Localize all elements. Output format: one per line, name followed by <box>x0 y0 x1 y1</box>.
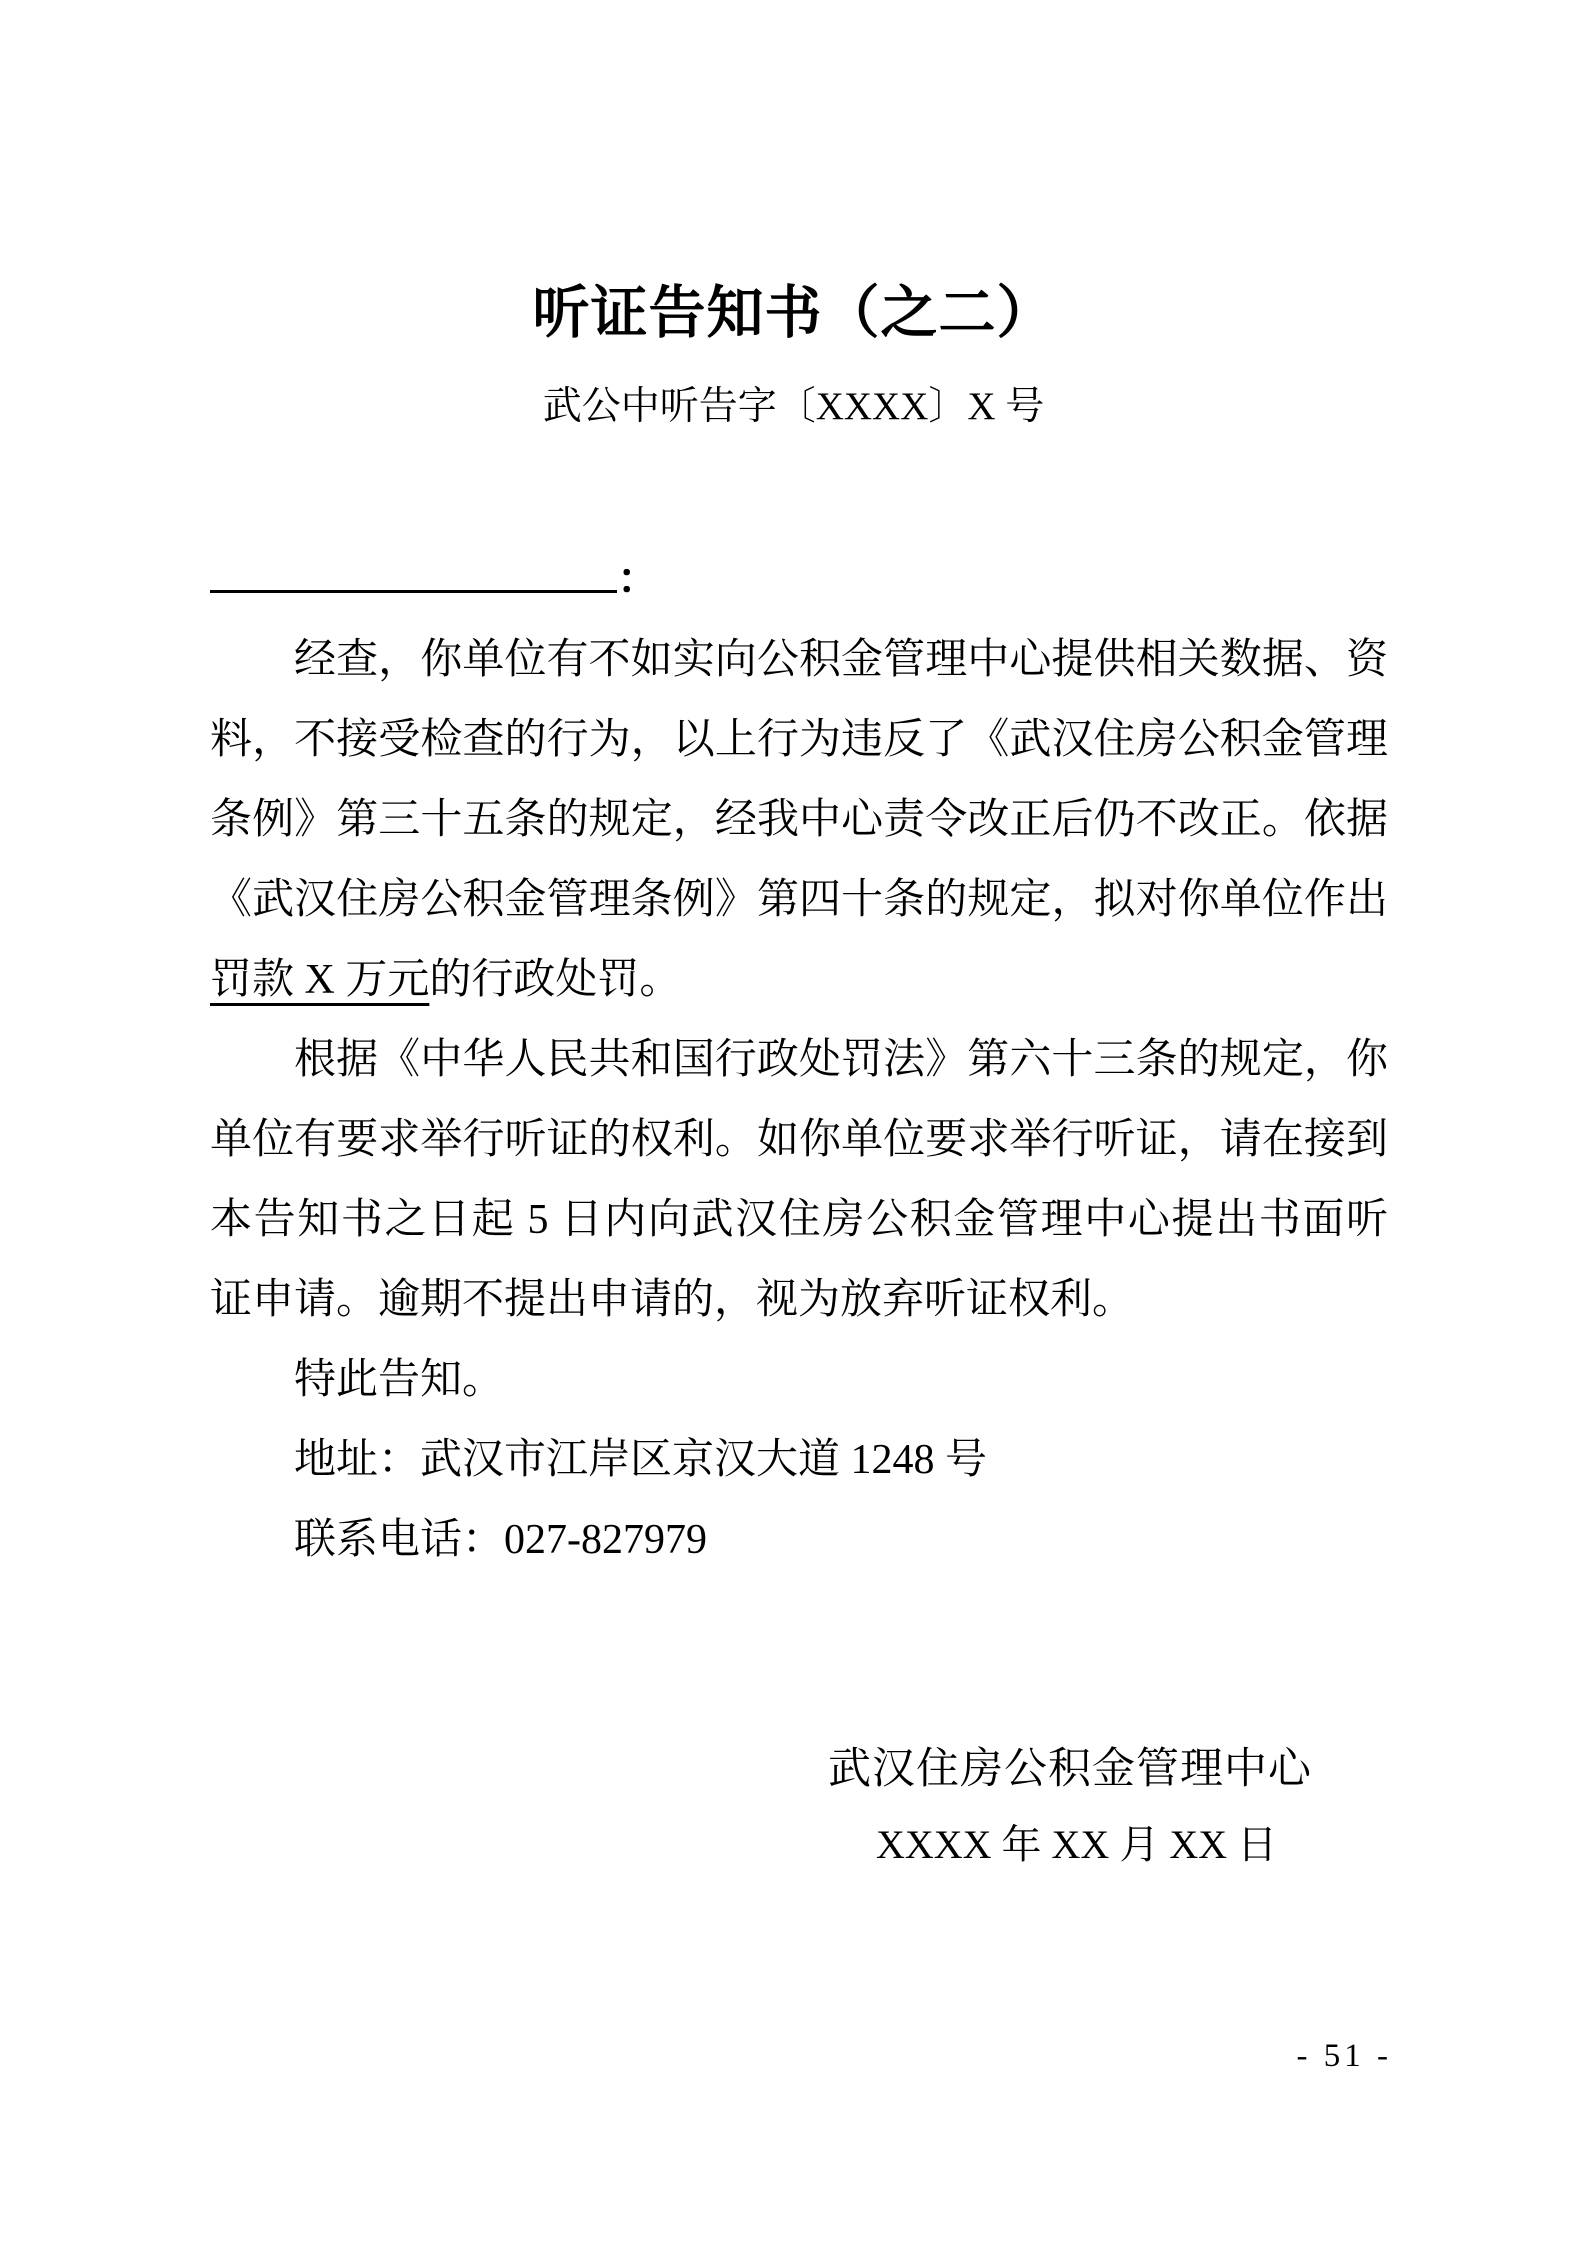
paragraph2-line3: 本告知书之日起 5 日内向武汉住房公积金管理中心提出书面听 <box>210 1197 1388 1243</box>
recipient-colon: ： <box>617 557 660 603</box>
closing-line: 特此告知。 <box>294 1357 505 1403</box>
document-number: 武公中听告字〔XXXX〕X 号 <box>542 385 1045 428</box>
paragraph2-line2: 单位有要求举行听证的权利。如你单位要求举行听证，请在接到 <box>210 1117 1388 1163</box>
phone-label: 联系电话： <box>294 1517 505 1563</box>
recipient-blank-underline <box>210 548 617 593</box>
signature-date: XXXX 年 XX 月 XX 日 <box>876 1822 1278 1867</box>
paragraph1-line1: 经查，你单位有不如实向公积金管理中心提供相关数据、资 <box>294 637 1388 683</box>
phone-value: 027-827979 <box>504 1517 708 1563</box>
paragraph2-line1: 根据《中华人民共和国行政处罚法》第六十三条的规定，你 <box>294 1037 1388 1083</box>
signature-organization: 武汉住房公积金管理中心 <box>828 1746 1312 1793</box>
paragraph1-line3: 条例》第三十五条的规定，经我中心责令改正后仍不改正。依据 <box>210 797 1388 843</box>
address-label: 地址： <box>294 1437 421 1483</box>
document-body <box>210 540 1388 1580</box>
paragraph2-line4: 证申请。逾期不提出申请的，视为放弃听证权利。 <box>210 1277 1135 1323</box>
document-title: 听证告知书（之二） <box>532 282 1055 345</box>
paragraph1-line5-rest: 的行政处罚。 <box>429 957 682 1003</box>
address-value: 武汉市江岸区京汉大道 1248 号 <box>420 1437 988 1483</box>
address-line <box>210 1420 1388 1500</box>
phone-line <box>210 1500 1388 1580</box>
paragraph1-line5 <box>210 940 1388 1020</box>
page-number: - 51 - <box>1296 2038 1392 2074</box>
penalty-amount-underlined: 罚款 X 万元 <box>210 957 430 1003</box>
paragraph1-line2: 料，不接受检查的行为，以上行为违反了《武汉住房公积金管理 <box>210 717 1388 763</box>
paragraph1-line4: 《武汉住房公积金管理条例》第四十条的规定，拟对你单位作出 <box>210 877 1388 923</box>
recipient-line <box>210 540 1388 620</box>
